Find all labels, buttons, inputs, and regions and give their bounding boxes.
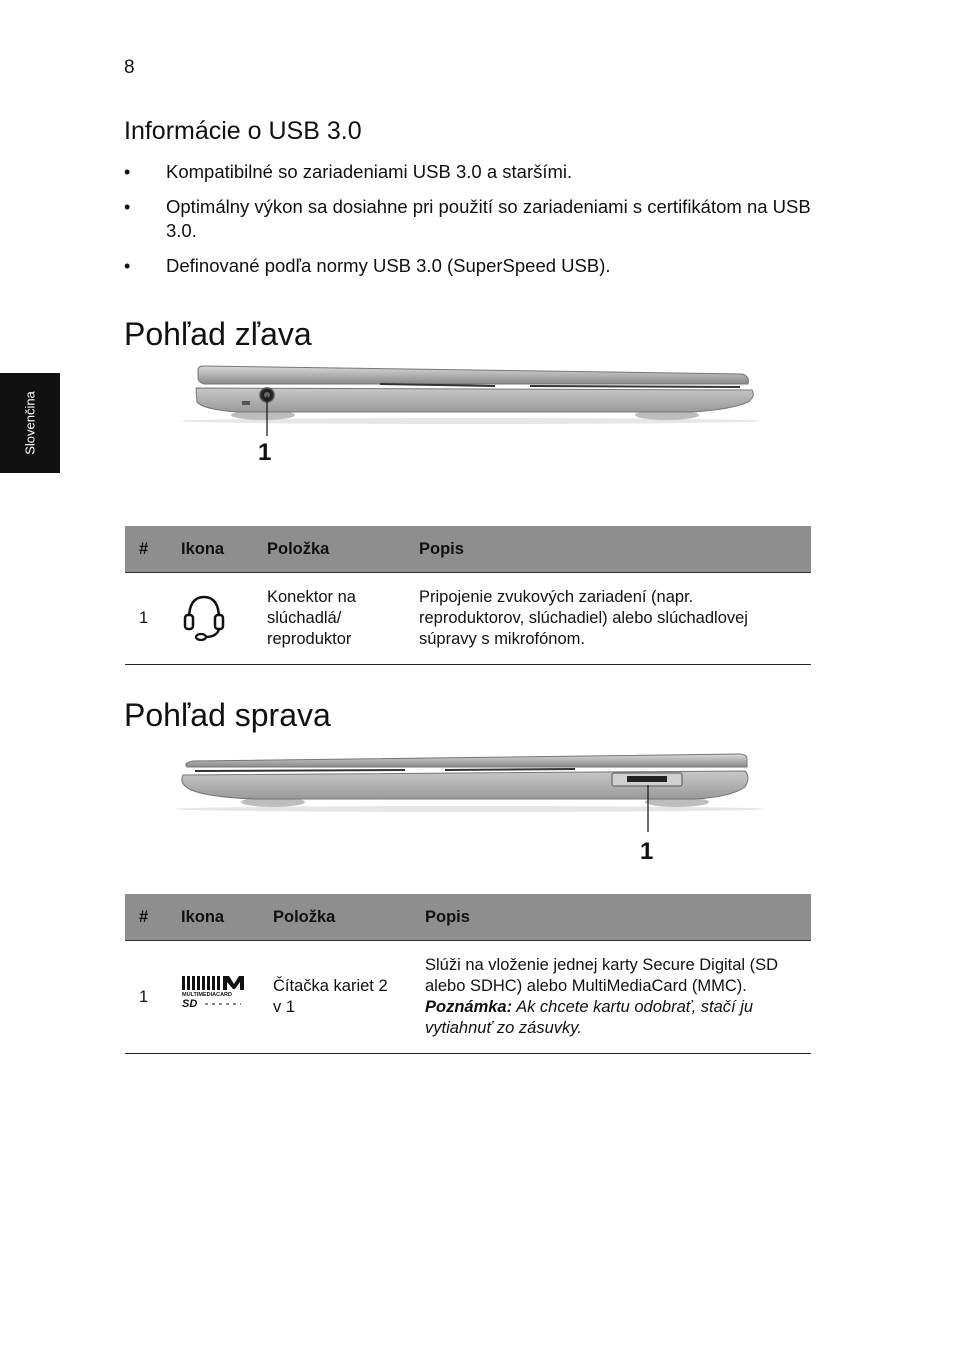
left-view-title: Pohľad zľava	[124, 316, 312, 352]
headset-icon	[181, 591, 227, 641]
right-view-table	[125, 894, 811, 1054]
column-header-number: #	[125, 894, 167, 941]
row-note	[425, 997, 797, 1039]
usb-bullet-list	[124, 160, 814, 289]
row-icon-cell	[167, 573, 253, 665]
row-icon-cell	[167, 941, 259, 1054]
row-description: Slúži na vloženie jednej karty Secure Digital (SD alebo SDHC) alebo MultiMediaCard (MMC).	[425, 956, 779, 995]
row-number: 1	[125, 941, 167, 1054]
left-view-callout-number: 1	[258, 439, 272, 466]
column-header-item: Položka	[259, 894, 411, 941]
page-number: 8	[124, 57, 135, 78]
list-item: • Definované podľa normy USB 3.0 (SuperSpeed USB).	[124, 254, 814, 278]
language-label: Slovenčina	[22, 391, 38, 455]
sd-logo-text: SD	[182, 998, 198, 1010]
note-text: Ak chcete kartu odobrať, stačí ju vytiahnuť zo zásuvky.	[425, 998, 754, 1037]
right-view-title: Pohľad sprava	[124, 697, 331, 733]
row-number: 1	[125, 573, 167, 665]
column-header-number: #	[125, 526, 167, 573]
row-item: Konektor na slúchadlá/ reproduktor	[253, 573, 405, 665]
row-description: Pripojenie zvukových zariadení (napr. reproduktorov, slúchadiel) alebo slúchadlovej súpravy s mikrofónom.	[405, 573, 811, 665]
column-header-description: Popis	[411, 894, 811, 941]
left-view-table	[125, 526, 811, 665]
table-row	[125, 573, 811, 665]
row-description-cell	[411, 941, 811, 1054]
note-label: Poznámka:	[425, 998, 513, 1016]
table-header-row	[125, 894, 811, 941]
table-row	[125, 941, 811, 1054]
list-item: • Optimálny výkon sa dosiahne pri použití so zariadeniami s certifikátom na USB 3.0.	[124, 195, 814, 243]
laptop-left-side-illustration	[170, 360, 770, 440]
language-side-tab	[0, 373, 60, 473]
table-header-row	[125, 526, 811, 573]
column-header-description: Popis	[405, 526, 811, 573]
column-header-item: Položka	[253, 526, 405, 573]
row-item: Čítačka kariet 2 v 1	[259, 941, 411, 1054]
column-header-icon: Ikona	[167, 526, 253, 573]
list-item: • Kompatibilné so zariadeniami USB 3.0 a staršími.	[124, 160, 814, 184]
mmc-logo-text: MULTIMEDIACARD	[182, 992, 233, 998]
laptop-right-side-illustration	[165, 745, 775, 840]
right-view-callout-number: 1	[640, 838, 654, 865]
usb-section-title: Informácie o USB 3.0	[124, 117, 362, 145]
sd-mmc-card-icon	[181, 974, 245, 1014]
column-header-icon: Ikona	[167, 894, 259, 941]
